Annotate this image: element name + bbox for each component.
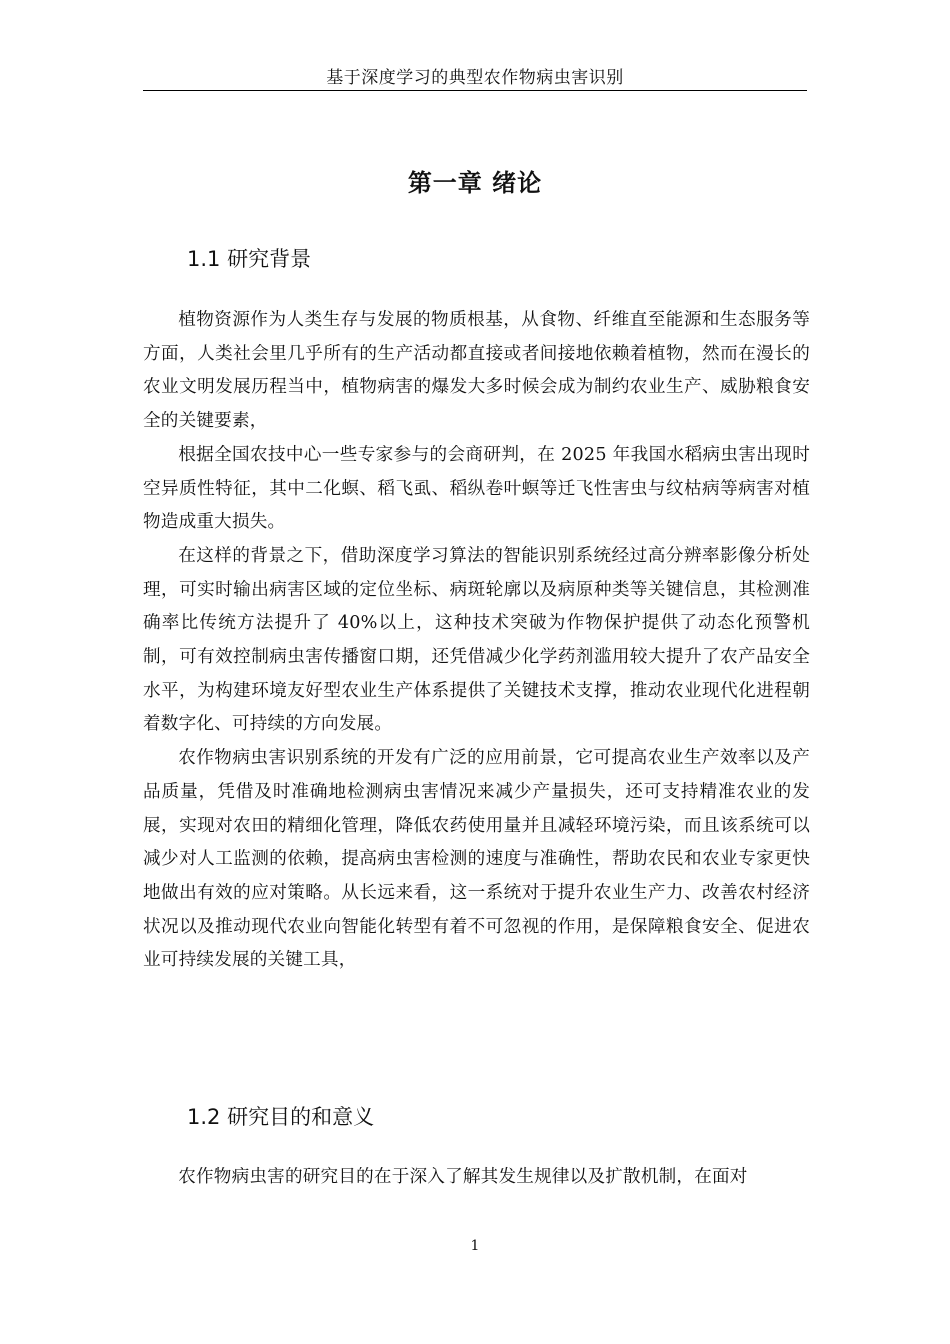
paragraph: 农作物病虫害识别系统的开发有广泛的应用前景，它可提高农业生产效率以及产品质量，凭借及时准确地检测病虫害情况来减少产量损失，还可支持精准农业的发展，实现对农田的精细化管理，降低农药使用量并且减轻环境污染，而且该系统可以减少对人工监测的依赖，提高病虫害检测的速度与准确性，帮助农民和农业专家更快地做出有效的应对策略。从长远来看，这一系统对于提升农业生产力、改善农村经济状况以及推动现代农业向智能化转型有着不可忽视的作用，是保障粮食安全、促进农业可持续发展的关键工具， — [143, 748, 810, 971]
chapter-title: 第一章 绪论 — [407, 169, 543, 197]
header-rule — [143, 90, 807, 91]
section-heading-background: 1.1 研究背景 — [187, 247, 312, 271]
section-heading-purpose: 1.2 研究目的和意义 — [187, 1105, 375, 1129]
section-body-purpose — [143, 1161, 810, 1195]
paragraph: 在这样的背景之下，借助深度学习算法的智能识别系统经过高分辨率影像分析处理，可实时输出病害区域的定位坐标、病斑轮廓以及病原种类等关键信息，其检测准确率比传统方法提升了 40%以上，这种技术突破为作物保护提供了动态化预警机制，可有效控制病虫害传播窗口期，还凭借减少化学药剂滥用较大提升了农产品安全水平，为构建环境友好型农业生产体系提供了关键技术支撑，推动农业现代化进程朝着数字化、可持续的方向发展。 — [143, 545, 810, 735]
section-body-background — [143, 304, 810, 978]
paragraph: 根据全国农技中心一些专家参与的会商研判，在 2025 年我国水稻病虫害出现时空异质性特征，其中二化螟、稻飞虱、稻纵卷叶螟等迁飞性害虫与纹枯病等病害对植物造成重大损失。 — [143, 444, 810, 533]
paragraph: 植物资源作为人类生存与发展的物质根基，从食物、纤维直至能源和生态服务等方面，人类社会里几乎所有的生产活动都直接或者间接地依赖着植物，然而在漫长的农业文明发展历程当中，植物病害的爆发大多时候会成为制约农业生产、威胁粮食安全的关键要素， — [143, 310, 810, 432]
page-number: 1 — [470, 1238, 480, 1254]
paragraph: 农作物病虫害的研究目的在于深入了解其发生规律以及扩散机制，在面对 — [178, 1167, 748, 1187]
running-header: 基于深度学习的典型农作物病虫害识别 — [326, 68, 624, 88]
